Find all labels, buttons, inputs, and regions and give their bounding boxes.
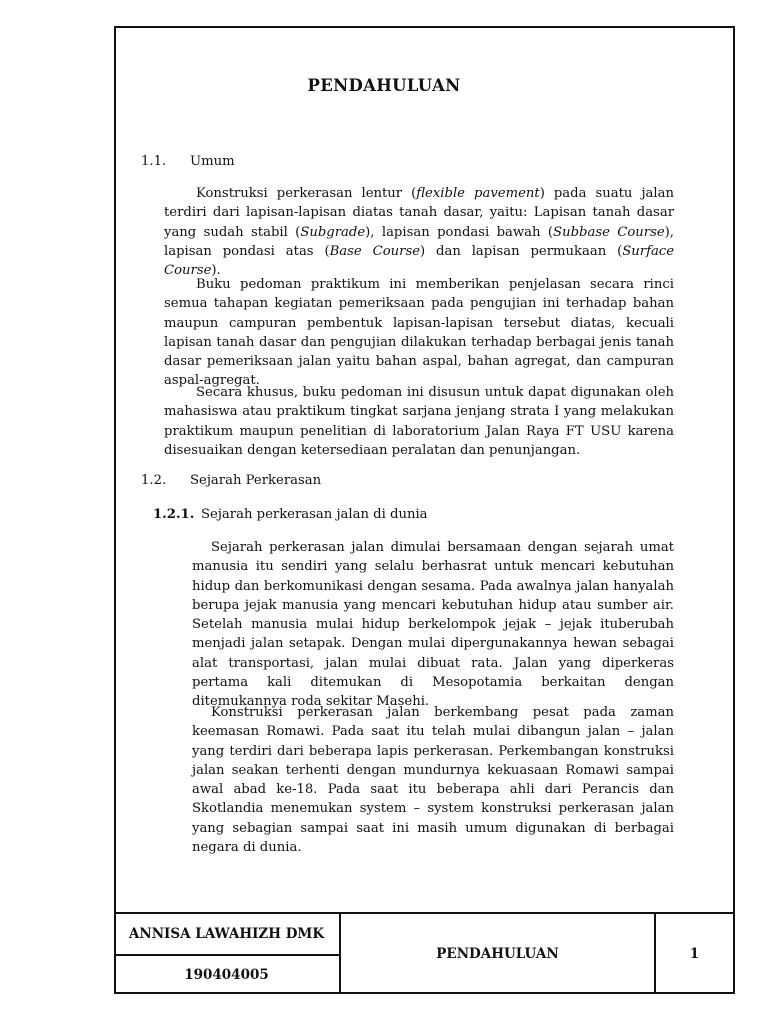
section-title: Sejarah perkerasan jalan di dunia: [201, 507, 428, 522]
section-number: 1.2.1.: [153, 507, 195, 522]
paragraph-text: ) dan lapisan permukaan (: [420, 243, 623, 259]
paragraph-1-2-1-a: [192, 538, 674, 712]
footer-chapter: PENDAHULUAN: [436, 946, 559, 962]
italic-term: Base Course: [329, 243, 421, 259]
italic-term: Subgrade: [300, 224, 366, 240]
section-title: Sejarah Perkerasan: [190, 473, 322, 488]
footer-table: [114, 912, 735, 994]
italic-term: flexible pavement: [416, 186, 540, 201]
paragraph-text: ), lapisan pondasi bawah (: [365, 224, 554, 240]
paragraph-text: Konstruksi perkerasan lentur (: [196, 186, 417, 201]
paragraph-text: Sejarah perkerasan jalan dimulai bersamaan dengan sejarah umat manusia itu sendiri yang selalu berhasrat untuk mencari kebutuhan hidup dan berkomunikasi dengan sesama. Pada awalnya jalan hanyalah berupa jejak manusia yang mencari kebutuhan hidup atau sumber air. Setelah manusia mulai hidup berkelompok jejak – jejak ituberubah menjadi jalan setapak. Dengan mulai dipergunakannya hewan sebagai alat transportasi, jalan mulai dibuat rata. Jalan yang diperkeras pertama kali ditemukan di Mesopotamia berkaitan dengan ditemukannya roda sekitar Masehi.: [192, 540, 674, 710]
section-number: 1.1.: [141, 154, 167, 169]
paragraph-1-1-b: [164, 275, 674, 391]
footer-student-id: 190404005: [184, 967, 269, 983]
italic-term: Subbase Course: [553, 224, 665, 240]
paragraph-text: Konstruksi perkerasan jalan berkembang pesat pada zaman keemasan Romawi. Pada saat itu telah mulai dibangun jalan – jalan yang terdiri dari beberapa lapis perkerasan. Perkembangan konstruksi jalan seakan terhenti dengan mundurnya kekuasaan Romawi sampai awal abad ke-18. Pada saat itu beberapa ahli dari Perancis dan Skotlandia menemukan system – system konstruksi perkerasan jalan yang sebagian sampai saat ini masih umum digunakan di berbagai negara di dunia.: [192, 705, 674, 856]
italic-term: Surface Course: [164, 243, 674, 279]
paragraph-text: Secara khusus, buku pedoman ini disusun untuk dapat digunakan oleh mahasiswa atau praktikum tingkat sarjana jenjang strata I yang melakukan praktikum maupun penelitian di laboratorium Jalan Raya FT USU karena disesuaikan dengan ketersediaan peralatan dan penunjangan.: [164, 385, 674, 458]
paragraph-text: ) pada suatu jalan terdiri dari lapisan-lapisan diatas tanah dasar, yaitu: Lapisan tanah dasar yang sudah stabil (: [164, 186, 674, 240]
paragraph-text: ), lapisan pondasi atas (: [164, 224, 674, 259]
footer-page-number: 1: [689, 946, 700, 962]
paragraph-text: Buku pedoman praktikum ini memberikan penjelasan secara rinci semua tahapan kegiatan pemeriksaan pada pengujian ini terhadap bahan maupun campuran pembentuk lapisan-lapisan tersebut diatas, kecuali lapisan tanah dasar dan pengujian dilakukan terhadap berbagai jenis tanah dasar pemeriksaan jalan yaitu bahan aspal, bahan agregat, dan campuran aspal-agregat.: [164, 277, 674, 389]
section-title: Umum: [190, 154, 235, 169]
paragraph-1-1-c: [164, 383, 674, 460]
paragraph-1-1-a: [164, 184, 674, 280]
section-number: 1.2.: [141, 473, 167, 488]
paragraph-1-2-1-b: [192, 703, 674, 857]
page-title: PENDAHULUAN: [307, 76, 461, 95]
paragraph-text: ).: [211, 263, 221, 279]
footer-author-name: ANNISA LAWAHIZH DMK: [128, 926, 325, 942]
